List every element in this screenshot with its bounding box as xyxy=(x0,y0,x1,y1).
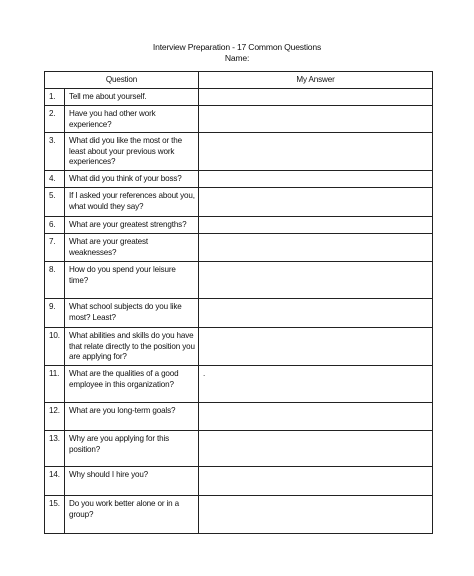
question-text: What are your greatest strengths? xyxy=(65,217,199,234)
table-header-row xyxy=(45,72,433,89)
answer-cell[interactable] xyxy=(199,431,433,467)
question-number: 7. xyxy=(45,234,65,262)
answer-cell[interactable] xyxy=(199,188,433,217)
answer-cell[interactable] xyxy=(199,299,433,328)
table-row xyxy=(45,89,433,106)
answer-text: . xyxy=(203,369,206,378)
table-row xyxy=(45,106,433,133)
answer-cell[interactable] xyxy=(199,171,433,188)
table-row xyxy=(45,467,433,496)
question-text: What did you like the most or the least about your previous work experiences? xyxy=(65,133,199,171)
answer-cell[interactable] xyxy=(199,262,433,299)
answer-cell[interactable] xyxy=(199,234,433,262)
document-title: Interview Preparation - 17 Common Questions xyxy=(152,42,322,52)
page-title xyxy=(0,42,474,64)
question-text: If I asked your references about you, what would they say? xyxy=(65,188,199,217)
answer-cell[interactable] xyxy=(199,366,433,403)
question-number: 1. xyxy=(45,89,65,106)
question-text: What school subjects do you like most? Least? xyxy=(65,299,199,328)
question-number: 5. xyxy=(45,188,65,217)
question-number: 8. xyxy=(45,262,65,299)
question-number: 15. xyxy=(45,496,65,534)
question-text: What are you long-term goals? xyxy=(65,403,199,431)
question-text: What are the qualities of a good employee in this organization? xyxy=(65,366,199,403)
table-row xyxy=(45,431,433,467)
question-number: 10. xyxy=(45,328,65,366)
table-row xyxy=(45,171,433,188)
answer-column-header: My Answer xyxy=(199,72,433,89)
questions-table xyxy=(44,71,433,534)
question-text: Do you work better alone or in a group? xyxy=(65,496,199,534)
table-row xyxy=(45,133,433,171)
question-number: 4. xyxy=(45,171,65,188)
answer-cell[interactable] xyxy=(199,496,433,534)
table-row xyxy=(45,328,433,366)
question-column-header: Question xyxy=(45,72,199,89)
question-text: Tell me about yourself. xyxy=(65,89,199,106)
answer-cell[interactable] xyxy=(199,133,433,171)
table-row xyxy=(45,217,433,234)
question-text: What are your greatest weaknesses? xyxy=(65,234,199,262)
question-number: 13. xyxy=(45,431,65,467)
question-text: What abilities and skills do you have that relate directly to the position you are applying for? xyxy=(65,328,199,366)
question-number: 14. xyxy=(45,467,65,496)
answer-cell[interactable] xyxy=(199,89,433,106)
answer-cell[interactable] xyxy=(199,106,433,133)
question-text: How do you spend your leisure time? xyxy=(65,262,199,299)
table-row xyxy=(45,234,433,262)
answer-cell[interactable] xyxy=(199,217,433,234)
question-number: 11. xyxy=(45,366,65,403)
table-row xyxy=(45,262,433,299)
question-number: 6. xyxy=(45,217,65,234)
question-number: 12. xyxy=(45,403,65,431)
question-number: 2. xyxy=(45,106,65,133)
table-row xyxy=(45,299,433,328)
question-text: Why are you applying for this position? xyxy=(65,431,199,467)
question-text: Why should I hire you? xyxy=(65,467,199,496)
answer-cell[interactable] xyxy=(199,467,433,496)
question-number: 9. xyxy=(45,299,65,328)
table-row xyxy=(45,403,433,431)
table-row xyxy=(45,496,433,534)
table-row xyxy=(45,366,433,403)
table-row xyxy=(45,188,433,217)
name-label: Name: xyxy=(224,53,250,63)
question-number: 3. xyxy=(45,133,65,171)
question-text: Have you had other work experience? xyxy=(65,106,199,133)
question-text: What did you think of your boss? xyxy=(65,171,199,188)
answer-cell[interactable] xyxy=(199,403,433,431)
answer-cell[interactable] xyxy=(199,328,433,366)
